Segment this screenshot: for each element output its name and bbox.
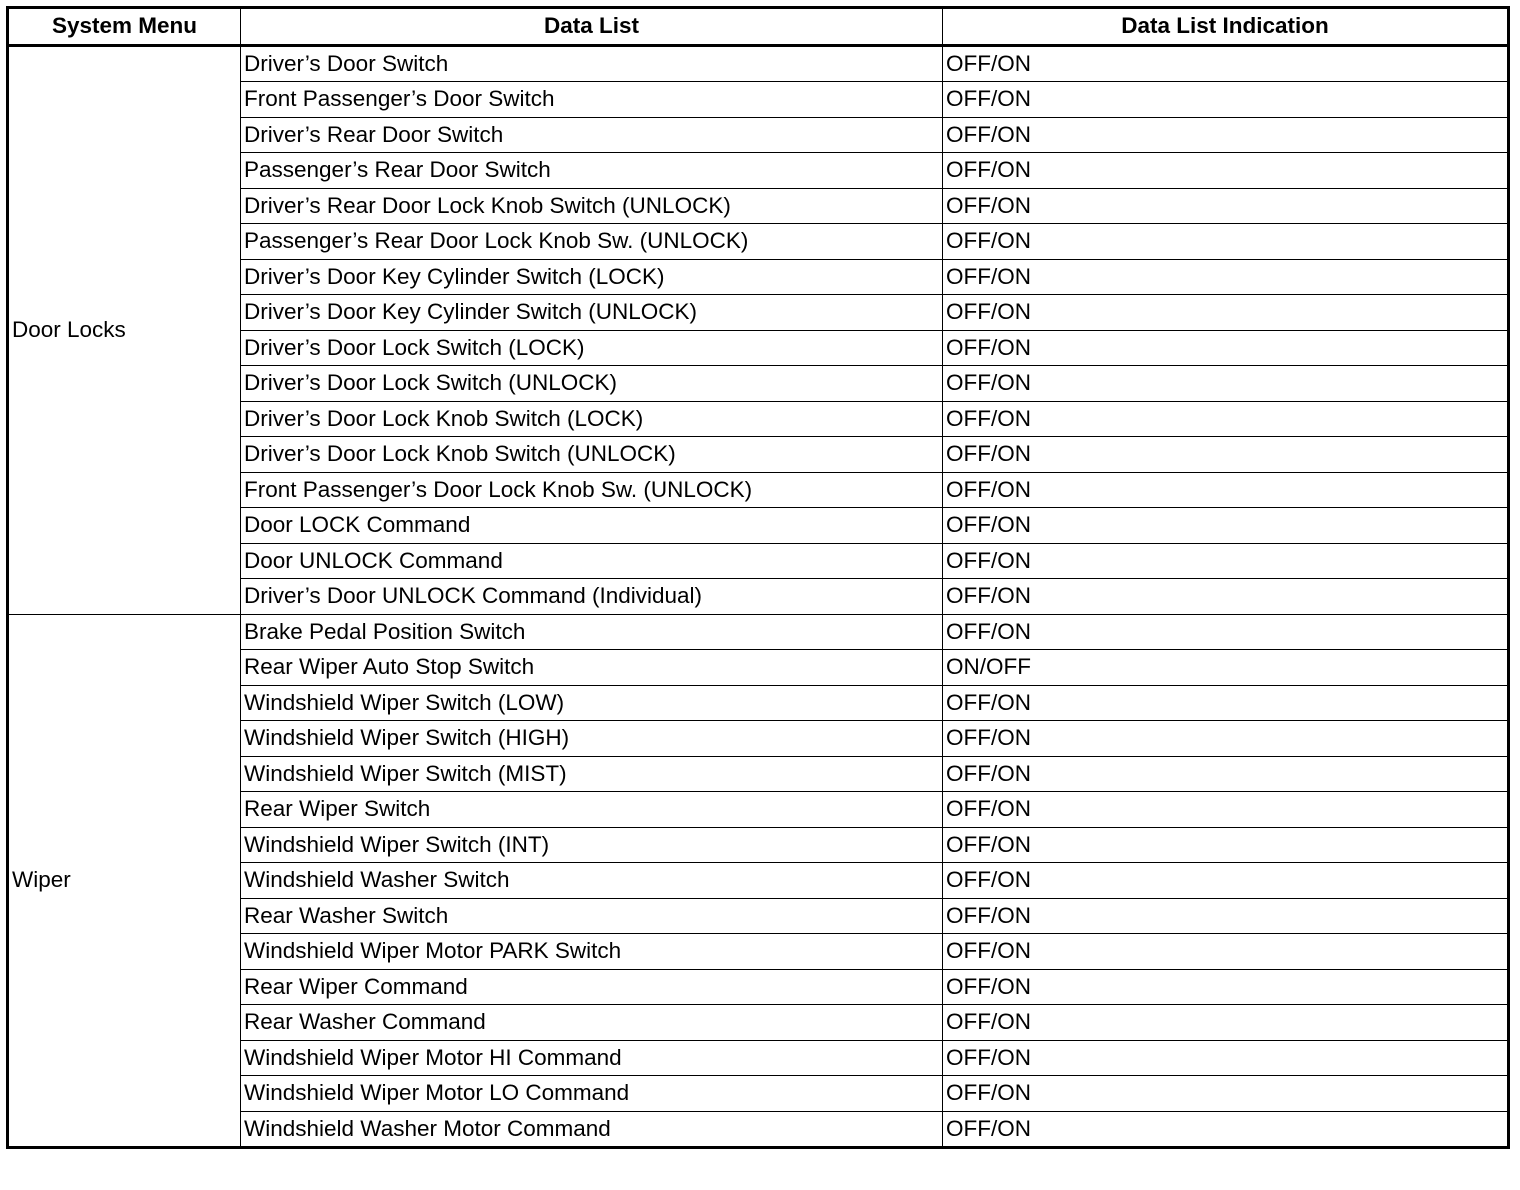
header-row [8,8,1509,46]
header-system-menu: System Menu [8,8,241,46]
data-list-cell: Windshield Wiper Motor HI Command [241,1040,943,1076]
data-list-cell: Driver’s Rear Door Lock Knob Switch (UNLOCK) [241,188,943,224]
data-list-cell: Windshield Washer Switch [241,863,943,899]
data-list-cell: Windshield Wiper Switch (LOW) [241,685,943,721]
indication-cell: OFF/ON [943,508,1509,544]
indication-cell: OFF/ON [943,1111,1509,1148]
data-list-cell: Windshield Wiper Motor PARK Switch [241,934,943,970]
indication-cell: OFF/ON [943,1040,1509,1076]
data-list-cell: Driver’s Door Lock Switch (UNLOCK) [241,366,943,402]
indication-cell: OFF/ON [943,579,1509,615]
data-list-cell: Rear Wiper Command [241,969,943,1005]
indication-cell: OFF/ON [943,969,1509,1005]
data-list-cell: Door UNLOCK Command [241,543,943,579]
table-row [8,45,1509,82]
data-list-cell: Passenger’s Rear Door Switch [241,153,943,189]
indication-cell: OFF/ON [943,863,1509,899]
indication-cell: OFF/ON [943,437,1509,473]
data-list-cell: Passenger’s Rear Door Lock Knob Sw. (UNLOCK) [241,224,943,260]
table-row [8,614,1509,650]
table-header [8,8,1509,46]
data-list-cell: Windshield Washer Motor Command [241,1111,943,1148]
data-list-cell: Rear Wiper Auto Stop Switch [241,650,943,686]
header-data-list: Data List [241,8,943,46]
indication-cell: OFF/ON [943,756,1509,792]
indication-cell: OFF/ON [943,543,1509,579]
indication-cell: OFF/ON [943,259,1509,295]
indication-cell: OFF/ON [943,401,1509,437]
data-list-cell: Front Passenger’s Door Lock Knob Sw. (UNLOCK) [241,472,943,508]
data-list-cell: Rear Washer Switch [241,898,943,934]
data-list-cell: Driver’s Door Switch [241,45,943,82]
data-list-cell: Driver’s Door Key Cylinder Switch (UNLOCK) [241,295,943,331]
table-body [8,45,1509,1148]
data-list-cell: Rear Wiper Switch [241,792,943,828]
data-list-cell: Brake Pedal Position Switch [241,614,943,650]
indication-cell: OFF/ON [943,295,1509,331]
data-list-cell: Driver’s Rear Door Switch [241,117,943,153]
indication-cell: OFF/ON [943,792,1509,828]
system-menu-cell: Wiper [8,614,241,1148]
indication-cell: OFF/ON [943,153,1509,189]
indication-cell: OFF/ON [943,898,1509,934]
data-list-cell: Driver’s Door Lock Knob Switch (UNLOCK) [241,437,943,473]
data-list-cell: Windshield Wiper Switch (INT) [241,827,943,863]
data-list-cell: Driver’s Door Key Cylinder Switch (LOCK) [241,259,943,295]
data-list-cell: Windshield Wiper Motor LO Command [241,1076,943,1112]
data-list-cell: Windshield Wiper Switch (HIGH) [241,721,943,757]
indication-cell: OFF/ON [943,1076,1509,1112]
indication-cell: OFF/ON [943,685,1509,721]
data-list-cell: Driver’s Door Lock Knob Switch (LOCK) [241,401,943,437]
data-list-cell: Rear Washer Command [241,1005,943,1041]
data-list-cell: Front Passenger’s Door Switch [241,82,943,118]
header-data-list-indication: Data List Indication [943,8,1509,46]
indication-cell: OFF/ON [943,45,1509,82]
indication-cell: OFF/ON [943,472,1509,508]
indication-cell: OFF/ON [943,224,1509,260]
indication-cell: OFF/ON [943,1005,1509,1041]
indication-cell: OFF/ON [943,721,1509,757]
indication-cell: OFF/ON [943,82,1509,118]
data-list-cell: Driver’s Door UNLOCK Command (Individual) [241,579,943,615]
indication-cell: OFF/ON [943,827,1509,863]
indication-cell: OFF/ON [943,614,1509,650]
indication-cell: OFF/ON [943,934,1509,970]
indication-cell: OFF/ON [943,366,1509,402]
system-menu-cell: Door Locks [8,45,241,614]
data-list-table [6,6,1510,1149]
data-list-cell: Door LOCK Command [241,508,943,544]
indication-cell: ON/OFF [943,650,1509,686]
indication-cell: OFF/ON [943,188,1509,224]
indication-cell: OFF/ON [943,117,1509,153]
indication-cell: OFF/ON [943,330,1509,366]
data-list-cell: Windshield Wiper Switch (MIST) [241,756,943,792]
data-list-cell: Driver’s Door Lock Switch (LOCK) [241,330,943,366]
